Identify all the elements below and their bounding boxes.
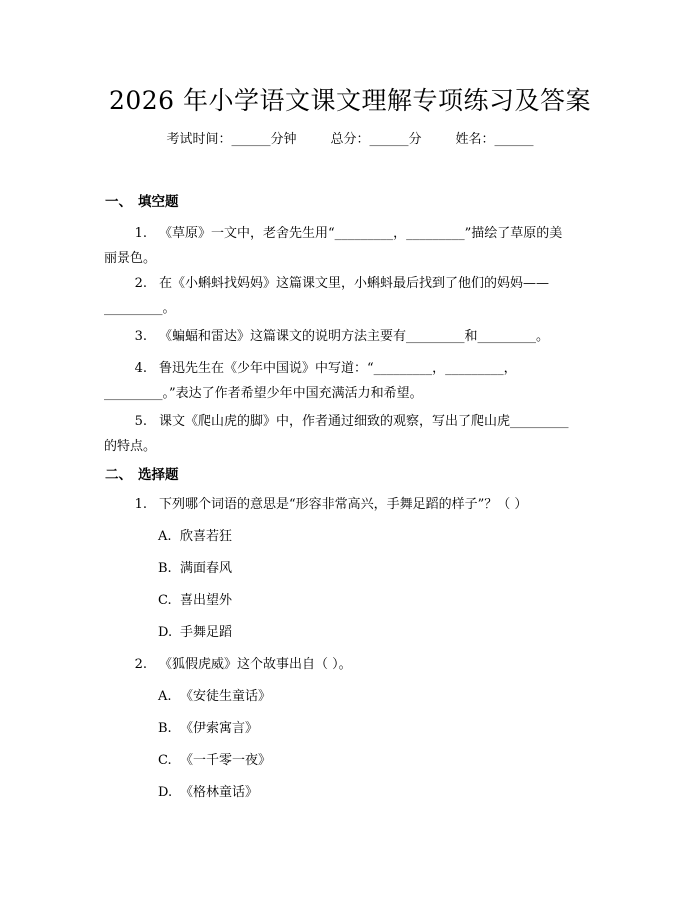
question-text: 鲁迅先生在《少年中国说》中写道：“_________，_________， xyxy=(159,361,517,376)
option-text: 《一千零一夜》 xyxy=(180,753,272,768)
fill-question-2 xyxy=(104,271,602,321)
fill-question-1 xyxy=(104,221,602,271)
option-text: 满面春风 xyxy=(180,561,233,576)
page-title: 2026 年小学语文课文理解专项练习及答案 xyxy=(108,86,592,115)
option-text: 《安徒生童话》 xyxy=(180,689,272,704)
question-text: 下列哪个词语的意思是“形容非常高兴，手舞足蹈的样子”？（ ） xyxy=(159,497,528,512)
option-d[interactable] xyxy=(158,783,258,803)
fill-question-3 xyxy=(104,324,602,349)
fill-question-4 xyxy=(104,356,602,406)
question-number: 5. xyxy=(134,414,147,429)
question-text: 《草原》一文中，老舍先生用“_________，_________”描绘了草原的美 xyxy=(159,226,563,241)
question-text-continued: 的特点。 xyxy=(104,439,157,454)
question-number: 1. xyxy=(134,497,147,512)
option-text: 喜出望外 xyxy=(180,593,233,608)
question-number: 4. xyxy=(134,361,147,376)
exam-meta xyxy=(0,130,700,150)
option-letter: C. xyxy=(158,593,172,608)
question-number: 1. xyxy=(134,226,147,241)
choice-question-2 xyxy=(104,652,602,677)
question-text: 在《小蝌蚪找妈妈》这篇课文里，小蝌蚪最后找到了他们的妈妈—— xyxy=(159,276,550,291)
option-text: 《伊索寓言》 xyxy=(180,721,259,736)
section-heading-multiple-choice xyxy=(105,465,179,485)
option-c[interactable] xyxy=(158,591,232,611)
question-number: 2. xyxy=(134,657,147,672)
section-heading-fill-blank xyxy=(105,192,179,212)
fill-question-5 xyxy=(104,409,602,459)
option-text: 《格林童话》 xyxy=(180,785,259,800)
section-title: 填空题 xyxy=(138,194,179,210)
option-letter: A. xyxy=(158,529,172,544)
option-b[interactable] xyxy=(158,559,232,579)
question-text-continued: 丽景色。 xyxy=(104,251,157,266)
question-number: 3. xyxy=(134,329,147,344)
option-letter: B. xyxy=(158,721,172,736)
option-text: 手舞足蹈 xyxy=(180,625,233,640)
question-text: 《蝙蝠和雷达》这篇课文的说明方法主要有_________和_________。 xyxy=(159,329,550,344)
section-title: 选择题 xyxy=(138,467,179,483)
option-letter: D. xyxy=(158,785,173,800)
option-d[interactable] xyxy=(158,623,232,643)
question-text-continued: _________。 xyxy=(104,301,176,316)
choice-question-1 xyxy=(104,492,602,517)
student-name: 姓名：______ xyxy=(455,132,534,147)
option-letter: D. xyxy=(158,625,173,640)
question-text: 课文《爬山虎的脚》中，作者通过细致的观察，写出了爬山虎_________ xyxy=(159,414,569,429)
section-number: 二、 xyxy=(105,467,132,483)
option-c[interactable] xyxy=(158,751,271,771)
option-a[interactable] xyxy=(158,527,232,547)
option-letter: C. xyxy=(158,753,172,768)
question-text-continued: _________。”表达了作者希望少年中国充满活力和希望。 xyxy=(104,386,423,401)
section-number: 一、 xyxy=(105,194,132,210)
option-a[interactable] xyxy=(158,687,271,707)
option-text: 欣喜若狂 xyxy=(180,529,233,544)
exam-score: 总分：______分 xyxy=(330,132,422,147)
option-letter: B. xyxy=(158,561,172,576)
option-b[interactable] xyxy=(158,719,258,739)
option-letter: A. xyxy=(158,689,172,704)
question-text: 《狐假虎威》这个故事出自（ ）。 xyxy=(159,657,352,672)
exam-time: 考试时间：______分钟 xyxy=(166,132,297,147)
question-number: 2. xyxy=(134,276,147,291)
